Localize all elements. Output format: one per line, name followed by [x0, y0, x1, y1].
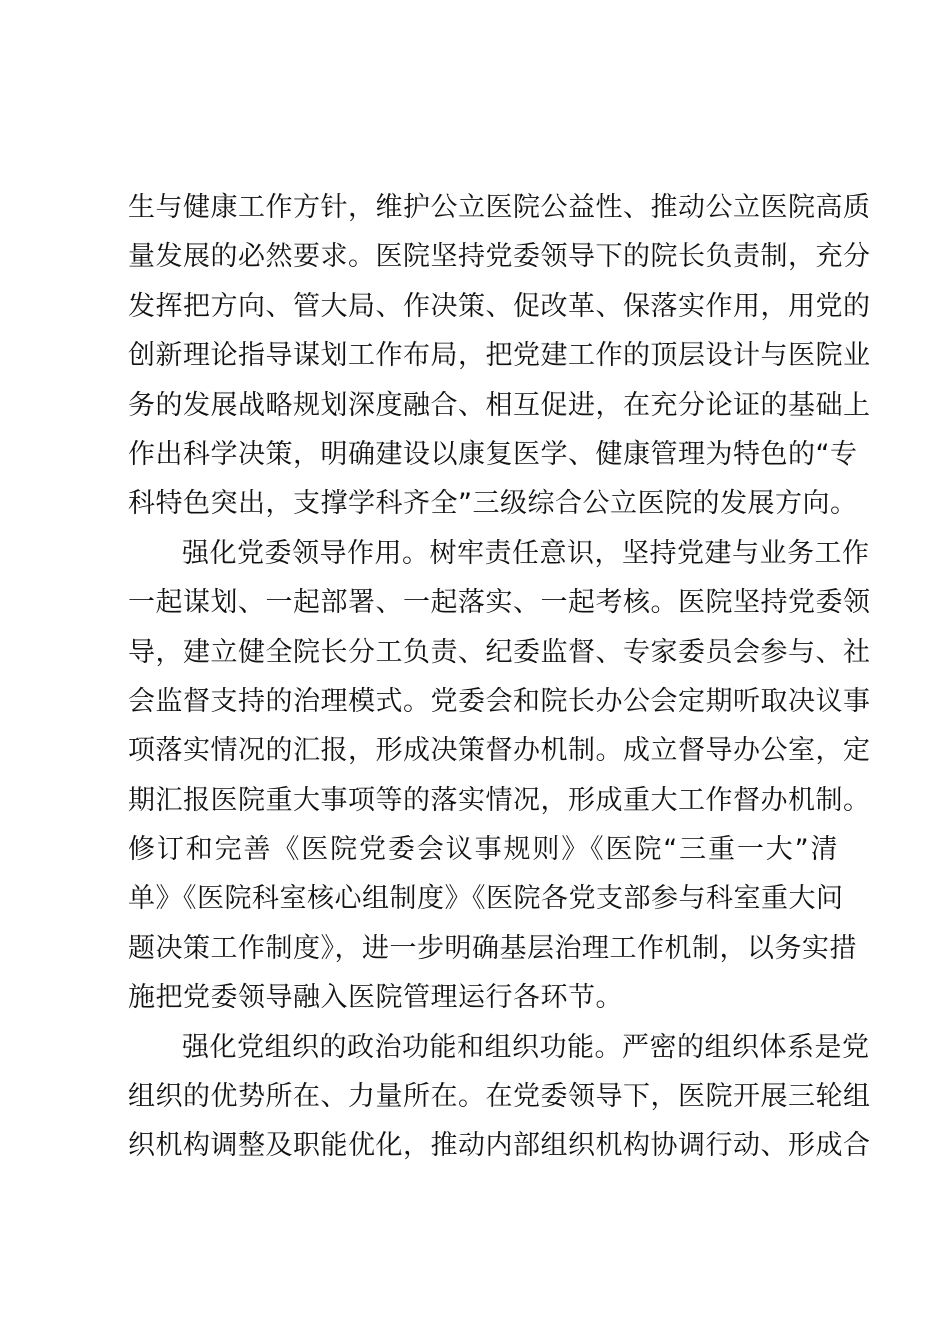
paragraph-1-line-2: 量发展的必然要求。医院坚持党委领导下的院长负责制，充分	[128, 241, 871, 273]
paragraph-1-line-1: 生与健康工作方针，维护公立医院公益性、推动公立医院高质	[128, 192, 871, 223]
paragraph-2-line-1: 强化党委领导作用。树牢责任意识，坚持党建与业务工作	[182, 537, 870, 569]
paragraph-2-line-10: 施把党委领导融入医院管理运行各环节。	[128, 982, 623, 1014]
document-body	[128, 183, 871, 1171]
paragraph-2-line-5: 项落实情况的汇报，形成决策督办机制。成立督导办公室，定	[128, 735, 871, 767]
paragraph-1-line-3: 发挥把方向、管大局、作决策、促改革、保落实作用，用党的	[128, 290, 871, 322]
paragraph-2-line-2: 一起谋划、一起部署、一起落实、一起考核。医院坚持党委领	[128, 587, 871, 619]
paragraph-1-line-5: 务的发展战略规划深度融合、相互促进，在充分论证的基础上	[128, 389, 871, 421]
paragraph-2-line-6: 期汇报医院重大事项等的落实情况，形成重大工作督办机制。	[128, 784, 871, 816]
paragraph-2-line-9: 题决策工作制度》，进一步明确基层治理工作机制，以务实措	[128, 932, 857, 964]
paragraph-1-line-4: 创新理论指导谋划工作布局，把党建工作的顶层设计与医院业	[128, 340, 871, 372]
paragraph-2-line-7: 修订和完善《医院党委会议事规则》《医院“三重一大”清	[128, 834, 838, 866]
paragraph-2-line-3: 导，建立健全院长分工负责、纪委监督、专家委员会参与、社	[128, 636, 871, 668]
paragraph-1-line-7: 科特色突出，支撑学科齐全”三级综合公立医院的发展方向。	[128, 488, 858, 520]
paragraph-3-line-1: 强化党组织的政治功能和组织功能。严密的组织体系是党	[182, 1031, 870, 1063]
paragraph-3-line-3: 织机构调整及职能优化，推动内部组织机构协调行动、形成合	[128, 1130, 871, 1162]
paragraph-3-line-2: 组织的优势所在、力量所在。在党委领导下，医院开展三轮组	[128, 1081, 871, 1113]
paragraph-2-line-4: 会监督支持的治理模式。党委会和院长办公会定期听取决议事	[128, 685, 871, 717]
paragraph-1-line-6: 作出科学决策，明确建设以康复医学、健康管理为特色的“专	[128, 438, 858, 470]
paragraph-2-line-8: 单》《医院科室核心组制度》《医院各党支部参与科室重大问	[128, 883, 844, 915]
